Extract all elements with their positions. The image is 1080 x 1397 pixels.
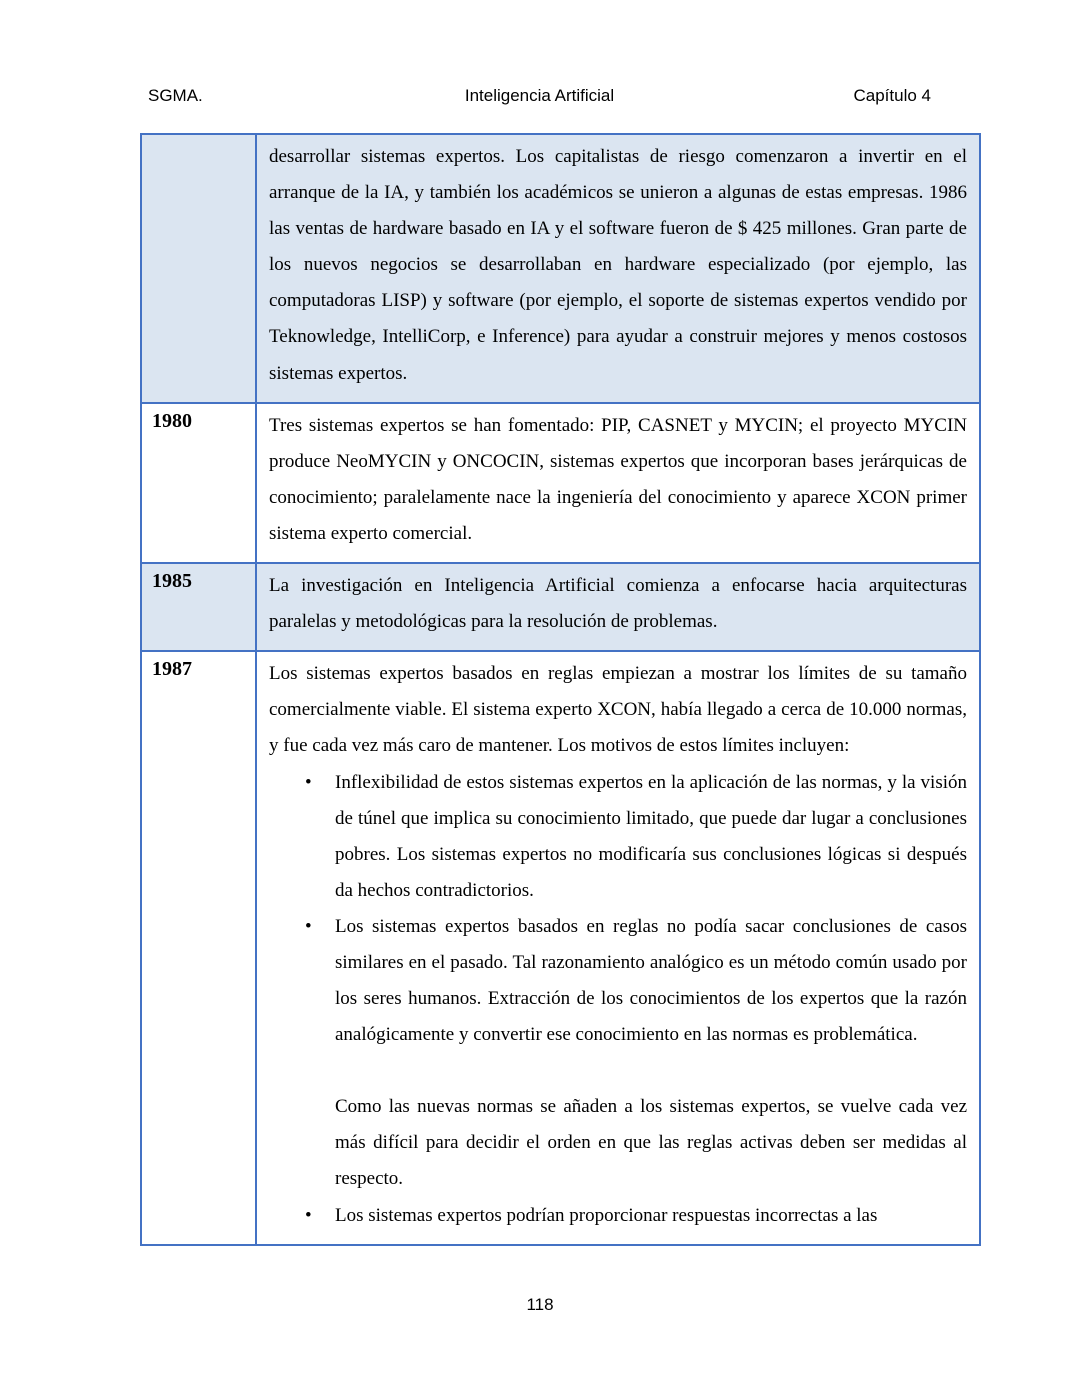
paragraph: desarrollar sistemas expertos. Los capitalistas de riesgo comenzaron a invertir en el arranque de la IA, y también los académicos se unieron a algunas de estas empresas. 1986 las ventas de hardware basado en IA y el software fueron de $ 425 millones. Gran parte de los nuevos negocios se desarrollaban en hardware especializado (por ejemplo, las computadoras LISP) y software (por ejemplo, el soporte de sistemas expertos vendido por Teknowledge, IntelliCorp, e Inference) para ayudar a construir mejores y menos costosos sistemas expertos. (269, 146, 967, 384)
paragraph: La investigación en Inteligencia Artificial comienza a enfocarse hacia arquitecturas paralelas y metodológicas para la resolución de problemas. (269, 575, 967, 633)
page-footer (0, 1295, 1080, 1315)
timeline-table-body (141, 134, 980, 1245)
header-center-title: Inteligencia Artificial (464, 86, 615, 105)
content-cell (256, 134, 980, 403)
paragraph: Tres sistemas expertos se han fomentado: PIP, CASNET y MYCIN; el proyecto MYCIN produce NeoMYCIN y ONCOCIN, sistemas expertos que incorporan bases jerárquicas de conocimiento; paralelamente nace la ingeniería del conocimiento y aparece XCON primer sistema experto comercial. (269, 414, 967, 544)
table-row (141, 651, 980, 1244)
page-header (140, 86, 981, 106)
header-right-chapter: Capítulo 4 (853, 86, 931, 105)
bullet-text: Inflexibilidad de estos sistemas expertos en la aplicación de las normas, y la visión de túnel que implica su conocimiento limitado, que puede dar lugar a conclusiones pobres. Los sistemas expertos no modificaría sus conclusiones lógicas si después da hechos contradictorios. (335, 771, 967, 901)
content-cell (256, 563, 980, 651)
table-row (141, 403, 980, 563)
bullet-item (269, 909, 967, 1053)
table-row (141, 563, 980, 651)
page-number: 118 (526, 1295, 554, 1314)
content-cell (256, 651, 980, 1244)
bullet-text: Los sistemas expertos podrían proporcionar respuestas incorrectas a las (335, 1204, 878, 1226)
year-cell: 1987 (141, 651, 256, 1244)
paragraph: Los sistemas expertos basados en reglas empiezan a mostrar los límites de su tamaño comercialmente viable. El sistema experto XCON, había llegado a cerca de 10.000 normas, y fue cada vez más caro de mantener. Los motivos de estos límites incluyen: (269, 663, 967, 757)
year-cell (141, 134, 256, 403)
timeline-table (140, 133, 981, 1246)
bullet-text: Los sistemas expertos basados en reglas no podía sacar conclusiones de casos similares en el pasado. Tal razonamiento analógico es un método común usado por los seres humanos. Extracción de los conocimientos de los expertos que la razón analógicamente y convertir ese conocimiento en las normas es problemática. (335, 915, 967, 1046)
table-row (141, 134, 980, 403)
content-cell (256, 403, 980, 563)
indented-paragraph: Como las nuevas normas se añaden a los sistemas expertos, se vuelve cada vez más difícil para decidir el orden en que las reglas activas deben ser medidas al respecto. (335, 1096, 967, 1190)
bullet-icon: • (305, 771, 312, 793)
bullet-icon: • (305, 1204, 312, 1226)
bullet-item (269, 765, 967, 909)
paragraph-gap (269, 1053, 967, 1089)
bullet-icon: • (305, 915, 312, 937)
year-cell: 1985 (141, 563, 256, 651)
header-left-text: SGMA. (148, 86, 203, 105)
bullet-item (269, 1198, 967, 1234)
year-cell: 1980 (141, 403, 256, 563)
